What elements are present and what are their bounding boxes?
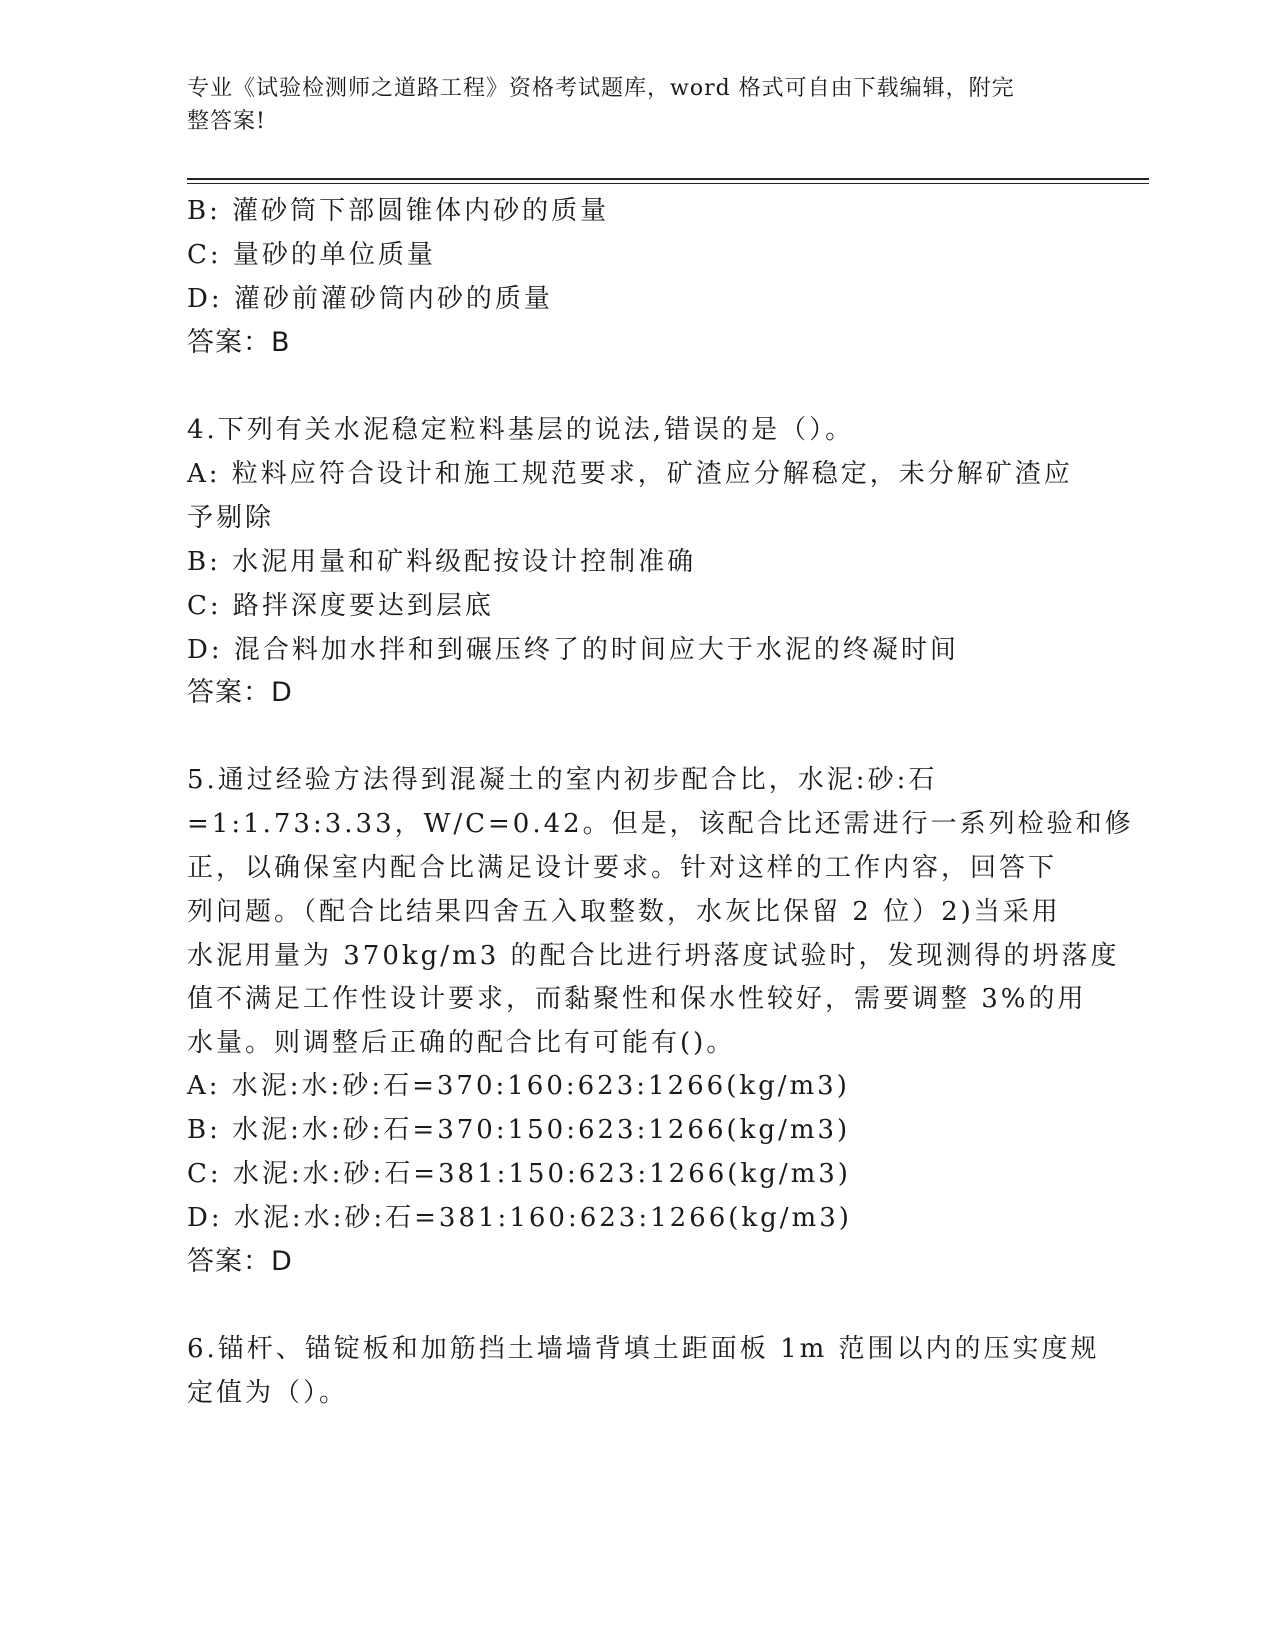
option-d: D: 灌砂前灌砂筒内砂的质量 (187, 284, 553, 314)
question-stem-line: 定值为（）。 (187, 1378, 349, 1408)
option-b: B: 水泥:水:砂:石=370:150:623:1266(kg/m3) (187, 1115, 851, 1145)
answer: 答案：D (187, 677, 293, 708)
header-divider-thin (187, 183, 1149, 184)
option-a-continued: 予剔除 (187, 503, 275, 533)
answer: 答案：B (187, 327, 291, 358)
option-d: D: 混合料加水拌和到碾压终了的时间应大于水泥的终凝时间 (187, 635, 959, 665)
question-stem-line: 水泥用量为 370kg/m3 的配合比进行坍落度试验时，发现测得的坍落度 (187, 941, 1120, 971)
option-a: A: 粒料应符合设计和施工规范要求，矿渣应分解稳定，未分解矿渣应 (187, 459, 1073, 489)
header-divider-thick (187, 178, 1149, 180)
question-stem-line: 6.锚杆、锚锭板和加筋挡土墙墙背填土距面板 1m 范围以内的压实度规 (187, 1334, 1100, 1364)
option-c: C: 路拌深度要达到层底 (187, 591, 494, 621)
option-d: D: 水泥:水:砂:石=381:160:623:1266(kg/m3) (187, 1203, 852, 1233)
answer: 答案：D (187, 1246, 293, 1277)
header-text (187, 72, 1067, 138)
option-a: A: 水泥:水:砂:石=370:160:623:1266(kg/m3) (187, 1071, 850, 1101)
question-stem-line: 列问题。（配合比结果四舍五入取整数，水灰比保留 2 位）2)当采用 (187, 897, 1061, 927)
question-stem: 4.下列有关水泥稳定粒料基层的说法,错误的是（）。 (187, 415, 855, 445)
option-c: C: 水泥:水:砂:石=381:150:623:1266(kg/m3) (187, 1159, 851, 1189)
question-stem-line: 正，以确保室内配合比满足设计要求。针对这样的工作内容，回答下 (187, 853, 1058, 883)
header-line-2: 整答案! (187, 109, 266, 134)
question-stem-line: 5.通过经验方法得到混凝土的室内初步配合比，水泥:砂:石 (187, 765, 938, 795)
header-line-1: 专业《试验检测师之道路工程》资格考试题库，word 格式可自由下载编辑，附完 (187, 76, 1015, 101)
option-c: C: 量砂的单位质量 (187, 240, 436, 270)
option-b: B: 水泥用量和矿料级配按设计控制准确 (187, 547, 697, 577)
question-stem-line: 水量。则调整后正确的配合比有可能有()。 (187, 1028, 736, 1058)
option-b: B: 灌砂筒下部圆锥体内砂的质量 (187, 196, 610, 226)
question-stem-line: 值不满足工作性设计要求，而黏聚性和保水性较好，需要调整 3%的用 (187, 984, 1087, 1014)
question-stem-line: =1:1.73:3.33，W/C=0.42。但是，该配合比还需进行一系列检验和修 (187, 809, 1134, 839)
